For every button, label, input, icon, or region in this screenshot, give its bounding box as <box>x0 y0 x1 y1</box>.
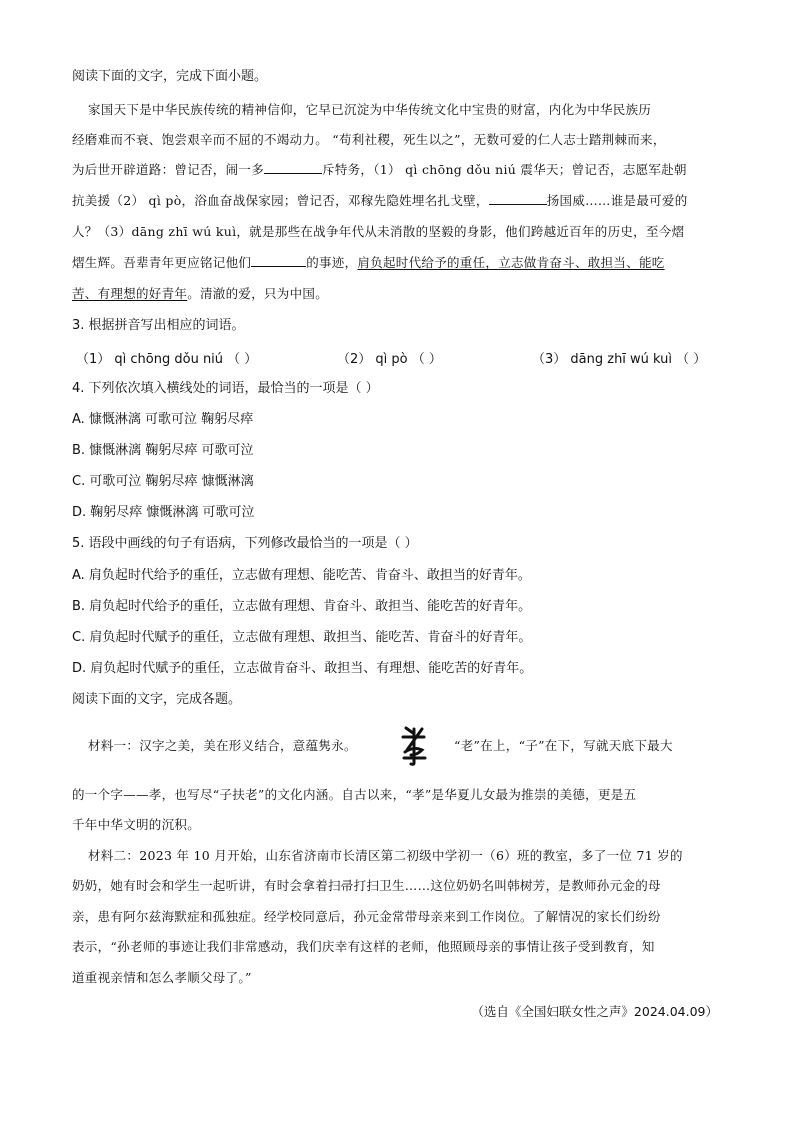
passage-line <box>72 285 328 303</box>
underlined-sentence: 苦、有理想的好青年 <box>72 286 188 301</box>
question-3-option-1: （1） qì chōng dǒu niú （ ） <box>76 352 258 367</box>
question-5-option-a[interactable]: A. 肩负起时代给予的重任，立志做有理想、能吃苦、肯奋斗、敢担当的好青年。 <box>72 568 531 583</box>
question-4-option-d[interactable]: D. 鞠躬尽瘁 慷慨淋漓 可歌可泣 <box>72 505 255 520</box>
question-3-option-2: （2） qì pò （ ） <box>337 352 442 367</box>
passage-text: 的事迹， <box>306 255 358 270</box>
question-3-stem: 3. 根据拼音写出相应的词语。 <box>72 318 245 333</box>
fill-blank-3[interactable] <box>251 254 306 267</box>
passage-line: 经磨难而不衰、饱尝艰辛而不屈的不竭动力。 “苟利社稷，死生以之”，无数可爱的仁人志士踏荆棘而来， <box>72 132 666 147</box>
passage-text: 扬国威……谁是最可爱的 <box>546 193 688 208</box>
seal-script-xiao-icon <box>400 724 428 766</box>
question-5-option-c[interactable]: C. 肩负起时代赋予的重任，立志做有理想、敢担当、能吃苦、肯奋斗的好青年。 <box>72 630 532 645</box>
question-5-option-d[interactable]: D. 肩负起时代赋予的重任，立志做肯奋斗、敢担当、有理想、能吃苦的好青年。 <box>72 661 533 676</box>
passage-line <box>72 161 687 179</box>
passage-text: 。清澈的爱，只为中国。 <box>187 286 329 301</box>
passage-line <box>72 192 688 210</box>
material-line: 表示，“孙老师的事迹让我们非常感动，我们庆幸有这样的老师，他照顾母亲的事情让孩子受到教育，知 <box>72 939 655 954</box>
material-line: 亲，患有阿尔兹海默症和孤独症。经学校同意后，孙元金常带母亲来到工作岗位。了解情况的家长们纷纷 <box>72 909 661 924</box>
material-line: 材料一：汉字之美，美在形义结合，意蕴隽永。 <box>88 738 357 753</box>
fill-blank-2[interactable] <box>489 192 547 205</box>
fill-blank-1[interactable] <box>264 161 322 174</box>
question-5-stem: 5. 语段中画线的句子有语病，下列修改最恰当的一项是（ ） <box>72 536 418 551</box>
material-line: 道重视亲情和怎么孝顺父母了。” <box>72 970 252 985</box>
question-5-option-b[interactable]: B. 肩负起时代给予的重任，立志做有理想、肯奋斗、敢担当、能吃苦的好青年。 <box>72 599 532 614</box>
passage-text: 抗美援（2） qì pò，浴血奋战保家园；曾记否，邓稼先隐姓埋名扎戈壁， <box>72 193 489 208</box>
underlined-sentence: 肩负起时代给予的重任，立志做肯奋斗、敢担当、能吃 <box>357 255 665 270</box>
source-citation: （选自《全国妇联女性之声》2024.04.09） <box>471 1004 718 1019</box>
passage-line <box>72 254 665 272</box>
passage-text: 熠生辉。吾辈青年更应铭记他们 <box>72 255 252 270</box>
question-4-option-b[interactable]: B. 慷慨淋漓 鞠躬尽瘁 可歌可泣 <box>72 443 254 458</box>
passage-line: 家国天下是中华民族传统的精神信仰，它早已沉淀为中华传统文化中宝贵的财富，内化为中华民族历 <box>88 102 652 117</box>
material-line: 奶奶，她有时会和学生一起听讲，有时会拿着扫帚打扫卫生……这位奶奶名叫韩树芳，是教师孙元金的母 <box>72 878 661 893</box>
material-line: 千年中华文明的沉积。 <box>72 817 201 832</box>
material-line: “老”在上，“子”在下，写就天底下最大 <box>454 738 673 753</box>
section-intro-2: 阅读下面的文字，完成各题。 <box>72 692 242 707</box>
passage-line: 人？（3）dāng zhī wú kuì，就是那些在战争年代从未消散的坚毅的身影，他们跨越近百年的历史，至今熠 <box>72 224 685 239</box>
material-line: 的一个字——孝，也写尽“子扶老”的文化内涵。自古以来，“孝”是华夏儿女最为推崇的美德，更是五 <box>72 787 637 802</box>
question-4-option-c[interactable]: C. 可歌可泣 鞠躬尽瘁 慷慨淋漓 <box>72 474 254 489</box>
question-4-option-a[interactable]: A. 慷慨淋漓 可歌可泣 鞠躬尽瘁 <box>72 412 254 427</box>
question-3-option-3: （3） dāng zhī wú kuì （ ） <box>532 352 707 367</box>
section-intro-1: 阅读下面的文字，完成下面小题。 <box>72 69 268 84</box>
passage-text: 为后世开辟道路：曾记否，闹一多 <box>72 162 265 177</box>
question-4-stem: 4. 下列依次填入横线处的词语，最恰当的一项是（ ） <box>72 381 379 396</box>
passage-text: 斥特务，（1） qì chōng dǒu niú 震华天；曾记否，志愿军赴朝 <box>322 162 687 177</box>
material-line: 材料二：2023 年 10 月开始，山东省济南市长清区第二初级中学初一（6）班的教室，多了一位 71 岁的 <box>88 848 683 863</box>
